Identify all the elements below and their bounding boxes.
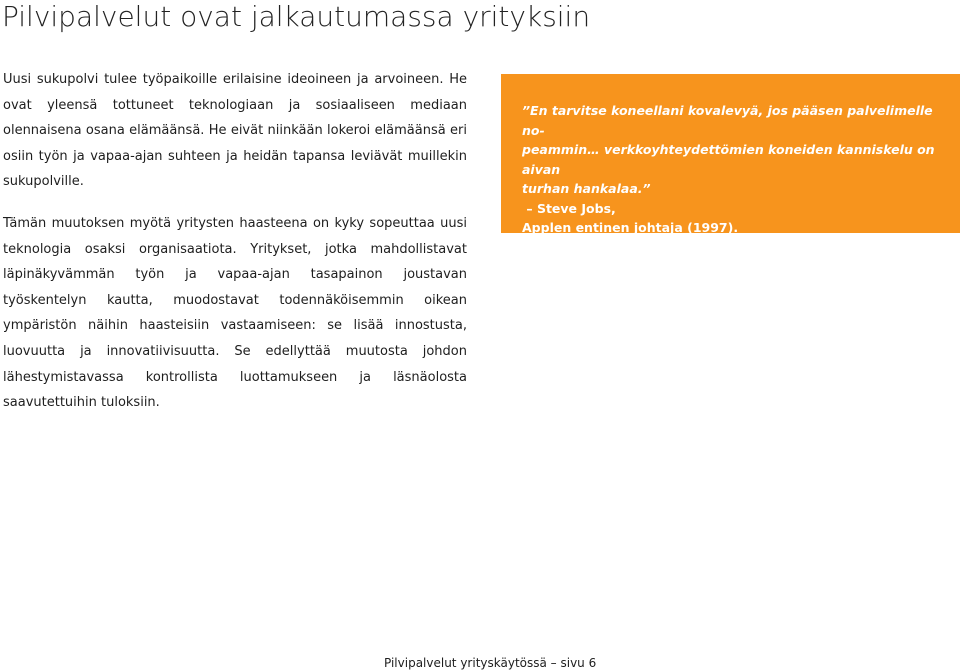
page-title: Pilvipalvelut ovat jalkautumassa yrityksiin (2, 0, 591, 33)
body-paragraph-challenge: Tämän muutoksen myötä yritysten haasteena on kyky sopeuttaa uusi teknologia osaksi organisaatiota. Yritykset, jotka mahdollistavat läpinäkyvämmän työn ja vapaa-ajan tasapainon joustavan työskentelyn kautta, muodostavat todennäköisemmin oikean ympäristön näihin haasteisiin vastaamiseen: se lisää innostusta, luovuutta ja innovatiivisuutta. Se edellyttää muutosta johdon lähestymistavassa kontrollista luottamukseen ja läsnäolosta saavutettuihin tuloksiin. (3, 215, 467, 411)
quote-box (501, 74, 960, 233)
body-paragraph-intro: Uusi sukupolvi tulee työpaikoille erilaisine ideoineen ja arvoineen. He ovat yleensä tottuneet teknologiaan ja sosiaaliseen mediaan olennaisena osana elämäänsä. He eivät niinkään lokeroi elämäänsä eri osiin työn ja vapaa-ajan suhteen ja heidän tapansa leviävät muillekin sukupolville. (3, 72, 467, 190)
body-text (3, 67, 467, 416)
quote-author: – Steve Jobs, (522, 200, 616, 216)
quote-text: ”En tarvitse koneellani kovalevyä, jos pääsen palvelimelle no- peammin… verkkoyhteydettömien koneiden kanniskelu on aivan turhan hankalaa.” (522, 103, 935, 196)
page-footer: Pilvipalvelut yrityskäytössä – sivu 6 (384, 656, 597, 670)
quote-author-role: Applen entinen johtaja (1997). (522, 220, 739, 235)
